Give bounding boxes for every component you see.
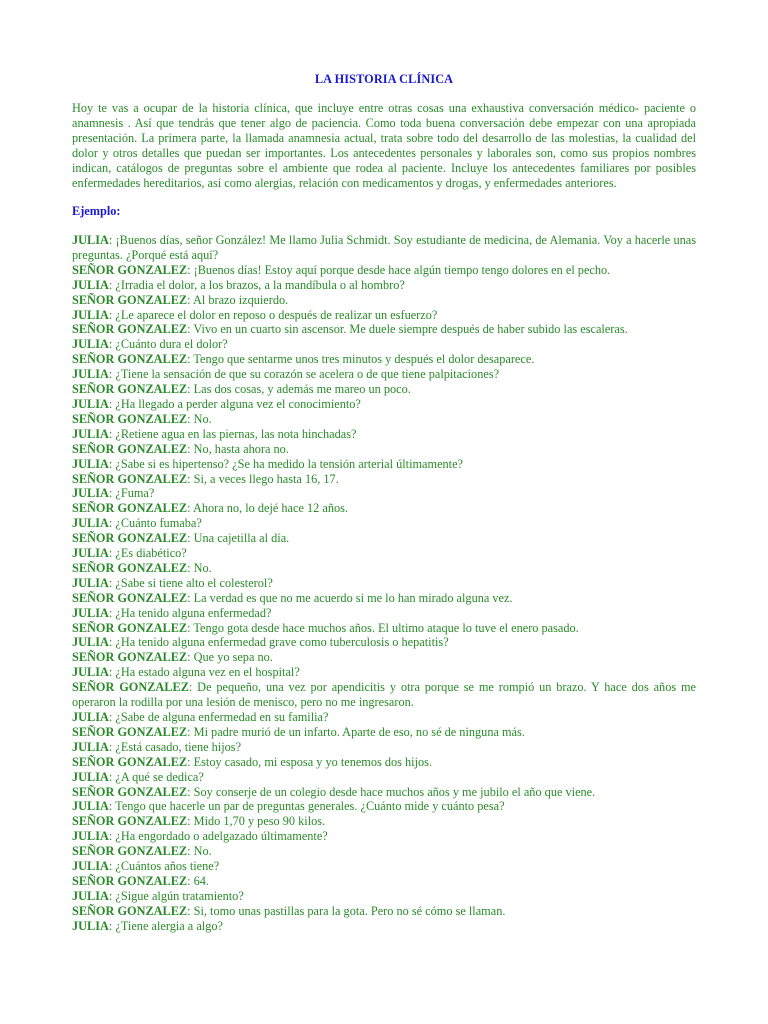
speaker-name: SEÑOR GONZALEZ: [72, 501, 188, 516]
speaker-name: SEÑOR GONZALEZ: [72, 590, 188, 605]
dialogue-text: : ¿Ha estado alguna vez en el hospital?: [108, 665, 300, 680]
speaker-name: SEÑOR GONZALEZ: [72, 814, 188, 829]
dialogue-line: [72, 516, 696, 531]
dialogue-line: [72, 844, 696, 859]
dialogue-line: [72, 412, 696, 427]
dialogue-text: : ¿Cuántos años tiene?: [108, 859, 220, 874]
speaker-name: SEÑOR GONZALEZ: [72, 292, 188, 307]
speaker-name: JULIA: [72, 426, 109, 441]
dialogue-text: : Mi padre murió de un infarto. Aparte de eso, no sé de ninguna más.: [187, 724, 525, 739]
speaker-name: JULIA: [72, 710, 109, 724]
dialogue-text: : Mido 1,70 y peso 90 kilos.: [187, 814, 326, 829]
dialogue-line: [72, 889, 696, 904]
speaker-name: SEÑOR GONZALEZ: [72, 441, 188, 456]
speaker-name: JULIA: [72, 486, 109, 501]
speaker-name: JULIA: [72, 367, 109, 382]
dialogue-line: [72, 293, 696, 308]
speaker-name: SEÑOR GONZALEZ: [72, 560, 188, 575]
dialogue-line: [72, 904, 696, 919]
speaker-name: JULIA: [72, 769, 109, 784]
speaker-name: SEÑOR GONZALEZ: [72, 322, 188, 337]
dialogue-line: [72, 635, 696, 650]
speaker-name: SEÑOR GONZALEZ: [72, 531, 188, 546]
dialogue-line: [72, 352, 696, 367]
dialogue-line: [72, 308, 696, 323]
dialogue-text: : Si, tomo unas pastillas para la gota. Pero no sé cómo se llaman.: [187, 903, 506, 918]
dialogue-text: : ¿Sigue algún tratamiento?: [108, 888, 244, 903]
dialogue: [72, 233, 696, 934]
dialogue-text: : No.: [187, 411, 212, 426]
dialogue-line: [72, 397, 696, 412]
speaker-name: SEÑOR GONZALEZ: [72, 873, 188, 888]
document-title: LA HISTORIA CLÍNICA: [314, 72, 454, 86]
speaker-name: SEÑOR GONZALEZ: [72, 352, 188, 367]
speaker-name: JULIA: [72, 739, 109, 754]
dialogue-text: : ¡Buenos días, señor González! Me llamo Julia Schmidt. Soy estudiante de medicina, de Alemania. Voy a hacerle unas preguntas. ¿Porqué está aquí?: [72, 233, 696, 262]
speaker-name: SEÑOR GONZALEZ: [72, 680, 189, 695]
dialogue-line: [72, 337, 696, 352]
dialogue-text: : Tengo gota desde hace muchos años. El ultimo ataque lo tuve el enero pasado.: [187, 620, 579, 635]
dialogue-text: : Que yo sepa no.: [187, 650, 273, 665]
speaker-name: JULIA: [72, 396, 109, 411]
dialogue-line: [72, 859, 696, 874]
speaker-name: SEÑOR GONZALEZ: [72, 784, 188, 799]
dialogue-text: : No.: [187, 560, 212, 575]
dialogue-text: : ¿Fuma?: [108, 486, 155, 501]
dialogue-text: : Vivo en un cuarto sin ascensor. Me duele siempre después de haber subido las escaleras.: [187, 322, 628, 337]
dialogue-text: : ¿Cuánto dura el dolor?: [108, 337, 228, 352]
dialogue-line: [72, 725, 696, 740]
dialogue-text: : No, hasta ahora no.: [187, 441, 289, 456]
speaker-name: JULIA: [72, 799, 109, 814]
speaker-name: JULIA: [72, 337, 109, 352]
dialogue-text: : No.: [187, 844, 212, 859]
dialogue-line: [72, 710, 696, 725]
dialogue-text: : ¿Ha tenido alguna enfermedad?: [108, 605, 272, 620]
dialogue-line: [72, 427, 696, 442]
speaker-name: SEÑOR GONZALEZ: [72, 471, 188, 486]
speaker-name: JULIA: [72, 605, 109, 620]
speaker-name: SEÑOR GONZALEZ: [72, 382, 188, 397]
dialogue-text: : ¿Sabe de alguna enfermedad en su familia?: [108, 710, 329, 724]
intro-paragraph: Hoy te vas a ocupar de la historia clínica, que incluye entre otras cosas una exhaustiva conversación médico- paciente o anamnesis . Así que tendrás que tener algo de paciencia. Como toda buena conversación debe empezar con una apropiada presentación. La primera parte, la llamada anamnesia actual, trata sobre todo del desarrollo de las molestias, la cualidad del dolor y otros detalles que puedan ser importantes. Los antecedentes personales y laborales son, como sus propios nombres indican, catálogos de preguntas sobre el ambiente que rodea al paciente. Incluye los antecedentes familiares por posibles enfermedades hereditarios, así como alergias, relación con medicamentos y drogas, y enfermedades anteriores.: [72, 101, 696, 190]
dialogue-line: [72, 367, 696, 382]
dialogue-line: [72, 322, 696, 337]
dialogue-line: [72, 650, 696, 665]
dialogue-line: [72, 457, 696, 472]
speaker-name: JULIA: [72, 888, 109, 903]
speaker-name: SEÑOR GONZALEZ: [72, 650, 188, 665]
speaker-name: SEÑOR GONZALEZ: [72, 903, 188, 918]
dialogue-text: : ¿Tiene alergia a algo?: [108, 918, 223, 933]
dialogue-line: [72, 621, 696, 636]
dialogue-line: [72, 799, 696, 814]
speaker-name: JULIA: [72, 456, 109, 471]
dialogue-text: : 64.: [187, 873, 210, 888]
dialogue-text: : ¿Ha engordado o adelgazado últimamente?: [108, 829, 328, 844]
dialogue-text: : La verdad es que no me acuerdo si me lo han mirado alguna vez.: [187, 590, 513, 605]
dialogue-text: : Ahora no, lo dejé hace 12 años.: [187, 501, 348, 516]
speaker-name: JULIA: [72, 829, 109, 844]
dialogue-line: [72, 665, 696, 680]
dialogue-line: [72, 486, 696, 501]
speaker-name: SEÑOR GONZALEZ: [72, 262, 188, 277]
dialogue-line: [72, 680, 696, 710]
speaker-name: SEÑOR GONZALEZ: [72, 844, 188, 859]
speaker-name: JULIA: [72, 277, 109, 292]
dialogue-text: : De pequeño, una vez por apendicitis y otra porque se me rompió un brazo. Y hace dos años me operaron la rodilla por una lesión de menisco, pero no me ingresaron.: [72, 680, 696, 710]
speaker-name: JULIA: [72, 516, 109, 531]
dialogue-text: : Estoy casado, mi esposa y yo tenemos dos hijos.: [187, 754, 433, 769]
dialogue-text: : Una cajetilla al día.: [187, 531, 290, 546]
dialogue-line: [72, 785, 696, 800]
dialogue-text: : ¿A qué se dedica?: [108, 769, 204, 784]
dialogue-line: [72, 233, 696, 263]
speaker-name: SEÑOR GONZALEZ: [72, 724, 188, 739]
dialogue-line: [72, 263, 696, 278]
speaker-name: JULIA: [72, 859, 109, 874]
dialogue-line: [72, 606, 696, 621]
dialogue-text: : ¿Sabe si tiene alto el colesterol?: [108, 575, 273, 590]
dialogue-line: [72, 755, 696, 770]
dialogue-line: [72, 919, 696, 934]
dialogue-line: [72, 561, 696, 576]
dialogue-text: : ¿Sabe si es hipertenso? ¿Se ha medido la tensión arterial últimamente?: [108, 456, 464, 471]
dialogue-line: [72, 814, 696, 829]
dialogue-text: : Las dos cosas, y además me mareo un poco.: [187, 382, 411, 397]
dialogue-text: : Soy conserje de un colegio desde hace muchos años y me jubilo el año que viene.: [187, 784, 596, 799]
dialogue-text: : ¿Le aparece el dolor en reposo o después de realizar un esfuerzo?: [108, 307, 438, 322]
dialogue-line: [72, 829, 696, 844]
dialogue-text: : ¿Ha tenido alguna enfermedad grave como tuberculosis o hepatitis?: [108, 635, 449, 650]
dialogue-line: [72, 770, 696, 785]
dialogue-line: [72, 472, 696, 487]
dialogue-text: : ¿Cuánto fumaba?: [108, 516, 202, 531]
dialogue-text: : Al brazo izquierdo.: [187, 292, 289, 307]
dialogue-text: : ¡Buenos días! Estoy aquí porque desde hace algún tiempo tengo dolores en el pecho.: [187, 262, 611, 277]
speaker-name: JULIA: [72, 575, 109, 590]
dialogue-text: : ¿Irradia el dolor, a los brazos, a la mandíbula o al hombro?: [108, 277, 405, 292]
dialogue-line: [72, 501, 696, 516]
speaker-name: SEÑOR GONZALEZ: [72, 754, 188, 769]
dialogue-line: [72, 278, 696, 293]
dialogue-line: [72, 591, 696, 606]
dialogue-line: [72, 546, 696, 561]
dialogue-text: : Si, a veces llego hasta 16, 17.: [187, 471, 339, 486]
dialogue-line: [72, 576, 696, 591]
dialogue-line: [72, 442, 696, 457]
dialogue-text: : ¿Está casado, tiene hijos?: [108, 739, 242, 754]
dialogue-text: : ¿Tiene la sensación de que su corazón se acelera o de que tiene palpitaciones?: [108, 367, 500, 382]
dialogue-line: [72, 874, 696, 889]
example-heading: Ejemplo:: [72, 204, 121, 218]
speaker-name: SEÑOR GONZALEZ: [72, 620, 188, 635]
dialogue-line: [72, 382, 696, 397]
speaker-name: JULIA: [72, 665, 109, 680]
speaker-name: JULIA: [72, 635, 109, 650]
speaker-name: JULIA: [72, 307, 109, 322]
dialogue-text: : Tengo que sentarme unos tres minutos y después el dolor desaparece.: [187, 352, 535, 367]
dialogue-text: : ¿Ha llegado a perder alguna vez el conocimiento?: [108, 396, 361, 411]
dialogue-text: : ¿Es diabético?: [108, 546, 187, 561]
speaker-name: JULIA: [72, 233, 109, 247]
dialogue-line: [72, 740, 696, 755]
speaker-name: JULIA: [72, 918, 109, 933]
dialogue-text: : Tengo que hacerle un par de preguntas generales. ¿Cuánto mide y cuánto pesa?: [108, 799, 505, 814]
dialogue-line: [72, 531, 696, 546]
speaker-name: SEÑOR GONZALEZ: [72, 411, 188, 426]
speaker-name: JULIA: [72, 546, 109, 561]
dialogue-text: : ¿Retiene agua en las piernas, las nota hinchadas?: [108, 426, 357, 441]
